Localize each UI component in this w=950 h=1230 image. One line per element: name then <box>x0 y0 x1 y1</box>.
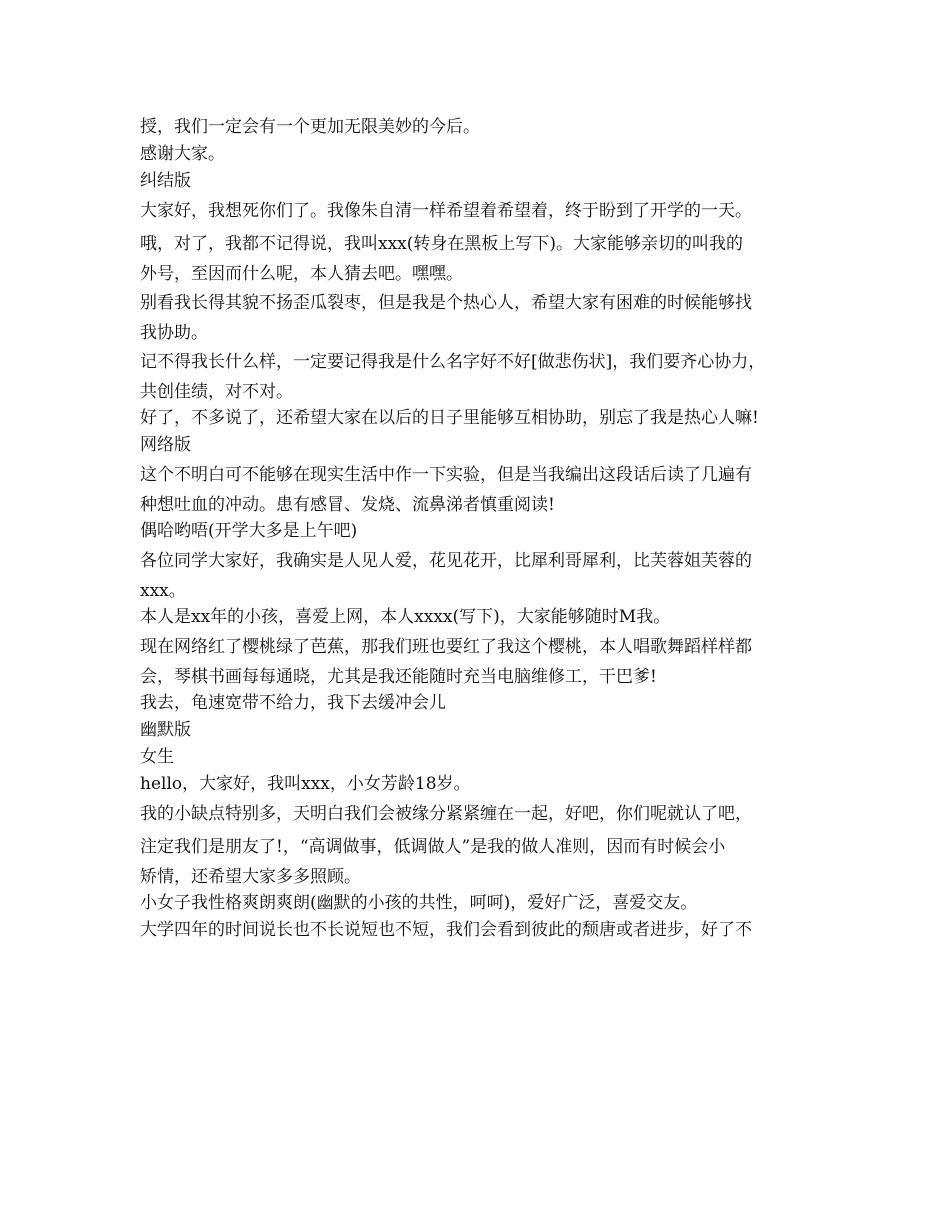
text-line: 我的小缺点特别多，天明白我们会被缘分紧紧缠在一起，好吧，你们呢就认了吧， <box>140 804 752 824</box>
text-line: 好了，不多说了，还希望大家在以后的日子里能够互相协助，别忘了我是热心人嘛! <box>140 408 759 428</box>
section-heading: 幽默版 <box>140 720 191 740</box>
text-line: 种想吐血的冲动。患有感冒、发烧、流鼻涕者慎重阅读! <box>140 495 555 515</box>
text-line: 会，琴棋书画每每通晓，尤其是我还能随时充当电脑维修工，干巴爹! <box>140 667 657 687</box>
text-line: 现在网络红了樱桃绿了芭蕉，那我们班也要红了我这个樱桃，本人唱歌舞蹈样样都 <box>140 637 752 657</box>
subsection-heading: 女生 <box>140 747 174 767</box>
text-line: 矫情，还希望大家多多照顾。 <box>140 867 361 887</box>
text-line: hello，大家好，我叫xxx，小女芳龄18岁。 <box>140 774 471 794</box>
text-line: 共创佳绩，对不对。 <box>140 382 293 402</box>
text-line: 感谢大家。 <box>140 144 225 164</box>
text-line: 本人是xx年的小孩，喜爱上网，本人xxxx(写下)，大家能够随时M我。 <box>140 607 671 627</box>
text-line: 注定我们是朋友了!，“高调做事，低调做人”是我的做人准则，因而有时候会小 <box>140 837 726 857</box>
text-line: 我去，龟速宽带不给力，我下去缓冲会儿 <box>140 693 446 713</box>
text-line: 各位同学大家好，我确实是人见人爱，花见花开，比犀利哥犀利，比芙蓉姐芙蓉的 <box>140 551 752 571</box>
text-line: 外号，至因而什么呢，本人猜去吧。嘿嘿。 <box>140 264 463 284</box>
text-line: 这个不明白可不能够在现实生活中作一下实验，但是当我编出这段话后读了几遍有 <box>140 465 752 485</box>
text-line: 大学四年的时间说长也不长说短也不短，我们会看到彼此的颓唐或者进步，好了不 <box>140 920 752 940</box>
text-line: 小女子我性格爽朗爽朗(幽默的小孩的共性，呵呵)，爱好广泛，喜爱交友。 <box>140 893 698 913</box>
document-body <box>140 114 830 944</box>
text-line: 我协助。 <box>140 323 208 343</box>
text-line: 授，我们一定会有一个更加无限美妙的今后。 <box>140 117 480 137</box>
text-line: 哦，对了，我都不记得说，我叫xxx(转身在黑板上写下)。大家能够亲切的叫我的 <box>140 234 744 254</box>
section-heading: 网络版 <box>140 435 191 455</box>
text-line: 偶哈哟唔(开学大多是上午吧) <box>140 521 358 541</box>
text-line: 记不得我长什么样，一定要记得我是什么名字好不好[做悲伤状]，我们要齐心协力， <box>140 352 766 372</box>
text-line: 别看我长得其貌不扬歪瓜裂枣，但是我是个热心人，希望大家有困难的时候能够找 <box>140 293 752 313</box>
section-heading: 纠结版 <box>140 171 191 191</box>
text-line: xxx。 <box>140 581 186 601</box>
text-line: 大家好，我想死你们了。我像朱自清一样希望着希望着，终于盼到了开学的一天。 <box>140 201 752 221</box>
